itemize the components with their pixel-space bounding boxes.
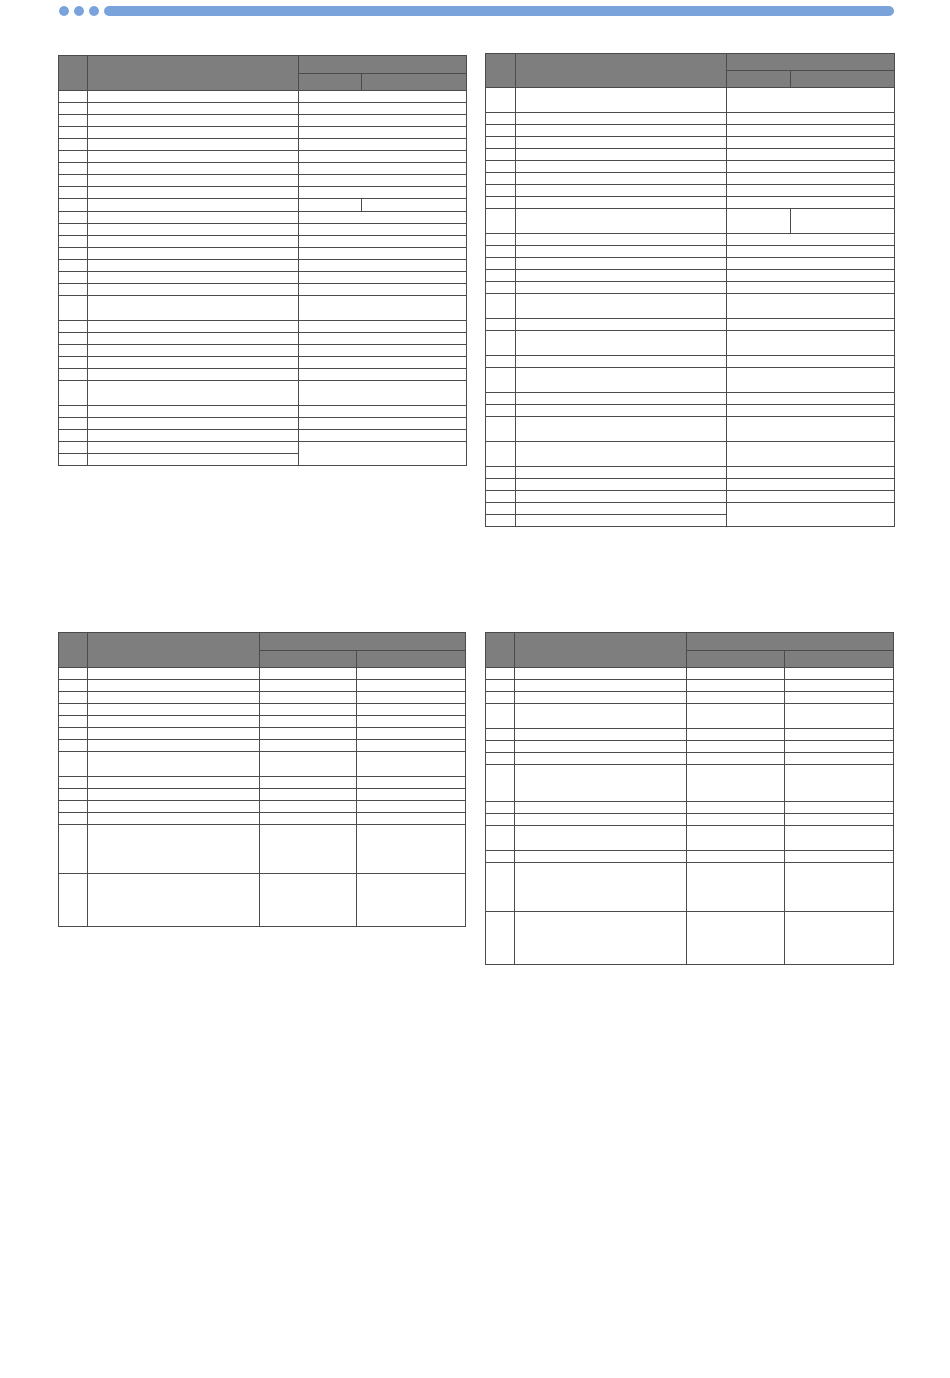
table-row bbox=[59, 813, 466, 825]
subheader-cell-left bbox=[299, 74, 362, 91]
page-header-bar bbox=[0, 0, 950, 24]
table-row bbox=[486, 331, 895, 356]
table-row bbox=[59, 91, 467, 103]
table-row bbox=[59, 357, 467, 369]
table-row bbox=[486, 234, 895, 246]
table-row bbox=[59, 127, 467, 139]
table-row bbox=[59, 139, 467, 151]
subheader-cell-left bbox=[727, 71, 791, 88]
header-dot-3 bbox=[89, 6, 99, 16]
table-row bbox=[59, 260, 467, 272]
table-row bbox=[59, 115, 467, 127]
table-row bbox=[486, 668, 894, 680]
table-row bbox=[59, 442, 467, 454]
table-row bbox=[486, 356, 895, 368]
table-row bbox=[59, 296, 467, 321]
table-row bbox=[59, 740, 466, 752]
header-cell-value-group bbox=[260, 633, 466, 651]
table-row bbox=[59, 103, 467, 115]
header-cell-number bbox=[59, 633, 88, 668]
table-row bbox=[59, 284, 467, 296]
table-row bbox=[486, 741, 894, 753]
table-row bbox=[486, 125, 895, 137]
table-row bbox=[486, 704, 894, 729]
table-row bbox=[59, 175, 467, 187]
table-row bbox=[486, 405, 895, 417]
table-row bbox=[486, 113, 895, 125]
header-cell-item bbox=[88, 633, 260, 668]
subheader-cell-left bbox=[260, 651, 357, 668]
table-row bbox=[486, 753, 894, 765]
table-row bbox=[486, 479, 895, 491]
table-row bbox=[59, 163, 467, 175]
header-dot-1 bbox=[59, 6, 69, 16]
table-row bbox=[486, 319, 895, 331]
table-row bbox=[59, 801, 466, 813]
table-row bbox=[59, 236, 467, 248]
header-cell-item bbox=[516, 54, 727, 88]
table-row bbox=[59, 789, 466, 801]
table-row bbox=[486, 258, 895, 270]
table-row bbox=[59, 151, 467, 163]
table-row bbox=[486, 185, 895, 197]
table-row bbox=[486, 491, 895, 503]
table-row bbox=[486, 88, 895, 113]
spec-table-top-left bbox=[58, 55, 467, 466]
table-row bbox=[486, 863, 894, 912]
table-row bbox=[486, 680, 894, 692]
table-row bbox=[59, 272, 467, 284]
table-row bbox=[486, 765, 894, 802]
table-row bbox=[59, 248, 467, 260]
table-row bbox=[59, 825, 466, 874]
table-row bbox=[486, 246, 895, 258]
header-cell-item bbox=[88, 56, 299, 91]
header-rule bbox=[104, 6, 894, 16]
subheader-cell-right bbox=[362, 74, 467, 91]
table-row bbox=[486, 912, 894, 965]
subheader-cell-right bbox=[785, 651, 894, 668]
table-row bbox=[59, 199, 467, 212]
table-row bbox=[59, 874, 466, 927]
table-row bbox=[486, 282, 895, 294]
header-cell-number bbox=[486, 633, 515, 668]
table-row bbox=[59, 418, 467, 430]
table-row bbox=[486, 161, 895, 173]
table-row bbox=[486, 209, 895, 234]
header-cell-value-group bbox=[727, 54, 895, 71]
header-cell-value-group bbox=[687, 633, 894, 651]
spec-table-bottom-left bbox=[58, 632, 466, 927]
table-row bbox=[486, 270, 895, 282]
table-row bbox=[486, 173, 895, 185]
subheader-cell-left bbox=[687, 651, 785, 668]
header-cell-item bbox=[515, 633, 687, 668]
table-row bbox=[486, 417, 895, 442]
table-row bbox=[486, 692, 894, 704]
table-row bbox=[59, 728, 466, 740]
subheader-cell-right bbox=[791, 71, 895, 88]
table-row bbox=[59, 668, 466, 680]
table-row bbox=[486, 294, 895, 319]
table-row bbox=[486, 467, 895, 479]
table-row bbox=[486, 503, 895, 515]
table-row bbox=[59, 704, 466, 716]
header-cell-value-group bbox=[299, 56, 467, 74]
table-row bbox=[59, 777, 466, 789]
table-row bbox=[59, 680, 466, 692]
table-row bbox=[59, 406, 467, 418]
table-row bbox=[486, 137, 895, 149]
spec-table-top-right bbox=[485, 53, 895, 527]
table-row bbox=[486, 393, 895, 405]
table-row bbox=[59, 430, 467, 442]
table-row bbox=[486, 442, 895, 467]
table-row bbox=[486, 149, 895, 161]
table-row bbox=[486, 851, 894, 863]
spec-table-bottom-right bbox=[485, 632, 894, 965]
table-row bbox=[486, 729, 894, 741]
table-row bbox=[59, 224, 467, 236]
table-row bbox=[59, 333, 467, 345]
table-row bbox=[59, 716, 466, 728]
table-row bbox=[59, 369, 467, 381]
header-cell-number bbox=[59, 56, 88, 91]
table-row bbox=[486, 197, 895, 209]
table-row bbox=[59, 381, 467, 406]
table-row bbox=[59, 752, 466, 777]
table-row bbox=[59, 321, 467, 333]
table-row bbox=[486, 814, 894, 826]
table-row bbox=[486, 826, 894, 851]
header-cell-number bbox=[486, 54, 516, 88]
table-row bbox=[59, 212, 467, 224]
table-row bbox=[59, 345, 467, 357]
subheader-cell-right bbox=[357, 651, 466, 668]
table-row bbox=[486, 368, 895, 393]
table-row bbox=[59, 692, 466, 704]
table-row bbox=[486, 802, 894, 814]
table-row bbox=[59, 187, 467, 199]
header-dot-2 bbox=[74, 6, 84, 16]
